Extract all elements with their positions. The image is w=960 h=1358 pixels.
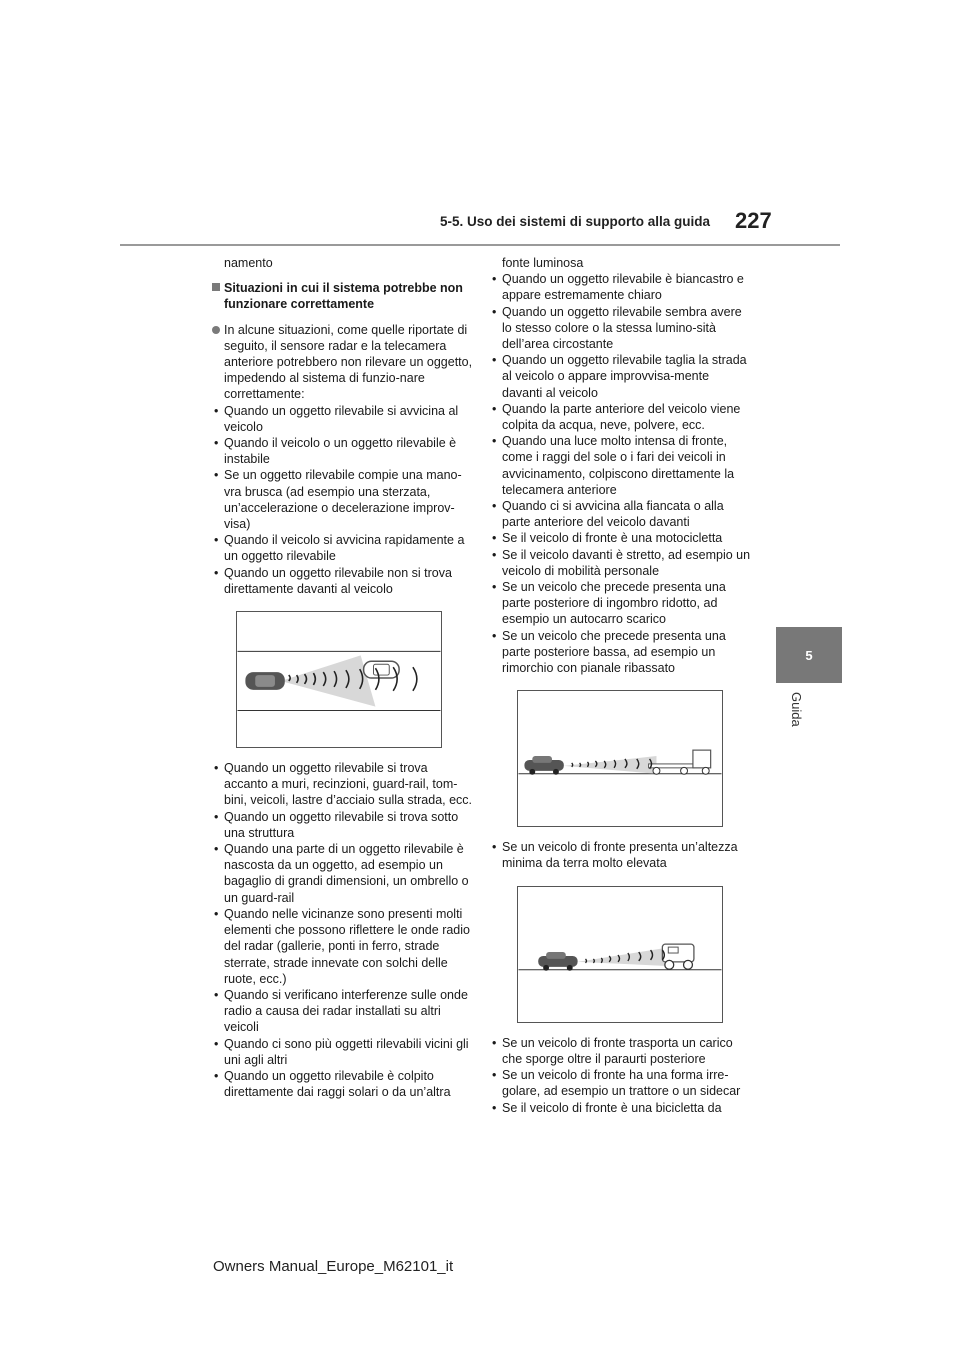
continuation-fragment: fonte luminosa <box>502 256 584 270</box>
illustration-high-clearance-drawing <box>518 887 722 1022</box>
intro-paragraph-text: In alcune situazioni, come quelle riportate di seguito, il sensore radar e la telecamera anteriore potrebbero non rilevare un oggetto, impedendo al sistema di funzio-nare correttamente: <box>224 322 473 402</box>
list-item: • Se il veicolo davanti è stretto, ad esempio un veicolo di mobilità personale <box>490 547 752 579</box>
list-item: • Quando un oggetto rilevabile sembra avere lo stesso colore o la stessa lumino-sità dell’area circostante <box>490 304 752 353</box>
header-divider <box>120 244 840 246</box>
page-number: 227 <box>735 208 772 233</box>
section-title: 5-5. Uso dei sistemi di supporto alla guida <box>440 214 711 229</box>
list-item: • Quando una luce molto intensa di fronte, come i raggi del sole o i fari dei veicoli in avvicinamento, colpiscono direttamente la telecamera anteriore <box>490 433 752 498</box>
illustration-offset-vehicle-drawing <box>237 612 441 747</box>
list-item: • Quando un oggetto rilevabile si trova sotto una struttura <box>212 809 474 841</box>
list-item: • Se il veicolo di fronte è una motocicletta <box>490 530 752 546</box>
illustration-high-clearance <box>517 886 723 1023</box>
list-item: • Quando la parte anteriore del veicolo viene colpita da acqua, neve, polvere, ecc. <box>490 401 752 433</box>
list-item: • Se il veicolo di fronte è una bicicletta da <box>490 1100 752 1116</box>
list-item: • Quando un oggetto rilevabile si avvicina al veicolo <box>212 403 474 435</box>
illustration-offset-vehicle <box>236 611 442 748</box>
list-item: • Quando un oggetto rilevabile si trova accanto a muri, recinzioni, guard-rail, tom-bini, veicoli, lastre d’acciaio sulla strada, ecc. <box>212 760 474 809</box>
list-item: • Quando un oggetto rilevabile non si trova direttamente davanti al veicolo <box>212 565 474 597</box>
list-item: • Se un veicolo di fronte trasporta un carico che sporge oltre il paraurti posteriore <box>490 1035 752 1067</box>
right-column <box>490 255 752 1116</box>
section-heading <box>212 280 474 312</box>
list-item: • Quando nelle vicinanze sono presenti molti elementi che possono riflettere le onde radio del radar (gallerie, ponti in ferro, strade sterrate, strade innevate con solchi delle ruote, ecc.) <box>212 906 474 987</box>
list-item: • Se un veicolo che precede presenta una parte posteriore di ingombro ridotto, ad esempio un autocarro scarico <box>490 579 752 628</box>
illustration-low-trailer <box>517 690 723 827</box>
list-item: • Se un veicolo che precede presenta una parte posteriore bassa, ad esempio un rimorchio con pianale ribassato <box>490 628 752 677</box>
list-item: • Se un veicolo di fronte presenta un’altezza minima da terra molto elevata <box>490 839 752 871</box>
section-heading-text: Situazioni in cui il sistema potrebbe non funzionare correttamente <box>224 281 463 312</box>
list-item: • Se un veicolo di fronte ha una forma irre-golare, ad esempio un trattore o un sidecar <box>490 1067 752 1099</box>
chapter-label: Guida <box>789 692 804 727</box>
condition-list-d <box>490 839 752 871</box>
list-item: • Se un oggetto rilevabile compie una mano-vra brusca (ad esempio una sterzata, un’accelerazione o decelerazione improv-visa) <box>212 467 474 532</box>
illustration-low-trailer-drawing <box>518 691 722 826</box>
condition-list-e <box>490 1035 752 1116</box>
condition-list-b <box>212 760 474 1100</box>
list-item: • Quando ci sono più oggetti rilevabili vicini gli uni agli altri <box>212 1036 474 1068</box>
list-item: • Quando si verificano interferenze sulle onde radio a causa dei radar installati su altri veicoli <box>212 987 474 1036</box>
intro-fragment: namento <box>224 256 273 270</box>
condition-list-a <box>212 403 474 597</box>
list-item: • Quando ci si avvicina alla fiancata o alla parte anteriore del veicolo davanti <box>490 498 752 530</box>
left-column <box>212 255 474 1100</box>
list-item: • Quando il veicolo si avvicina rapidamente a un oggetto rilevabile <box>212 532 474 564</box>
footer-document-id: Owners Manual_Europe_M62101_it <box>213 1258 454 1275</box>
chapter-number: 5 <box>805 647 813 663</box>
list-item: • Quando un oggetto rilevabile è colpito direttamente dai raggi solari o da un’altra <box>212 1068 474 1100</box>
list-item: • Quando un oggetto rilevabile è biancastro e appare estremamente chiaro <box>490 271 752 303</box>
list-item: • Quando il veicolo o un oggetto rilevabile è instabile <box>212 435 474 467</box>
condition-list-c <box>490 271 752 676</box>
list-item: • Quando una parte di un oggetto rilevabile è nascosta da un oggetto, ad esempio un bagaglio di grandi dimensioni, un ombrello o un guard-rail <box>212 841 474 906</box>
intro-paragraph <box>212 322 474 403</box>
list-item: • Quando un oggetto rilevabile taglia la strada al veicolo o appare improvvisa-mente davanti al veicolo <box>490 352 752 401</box>
chapter-tab <box>776 627 842 683</box>
